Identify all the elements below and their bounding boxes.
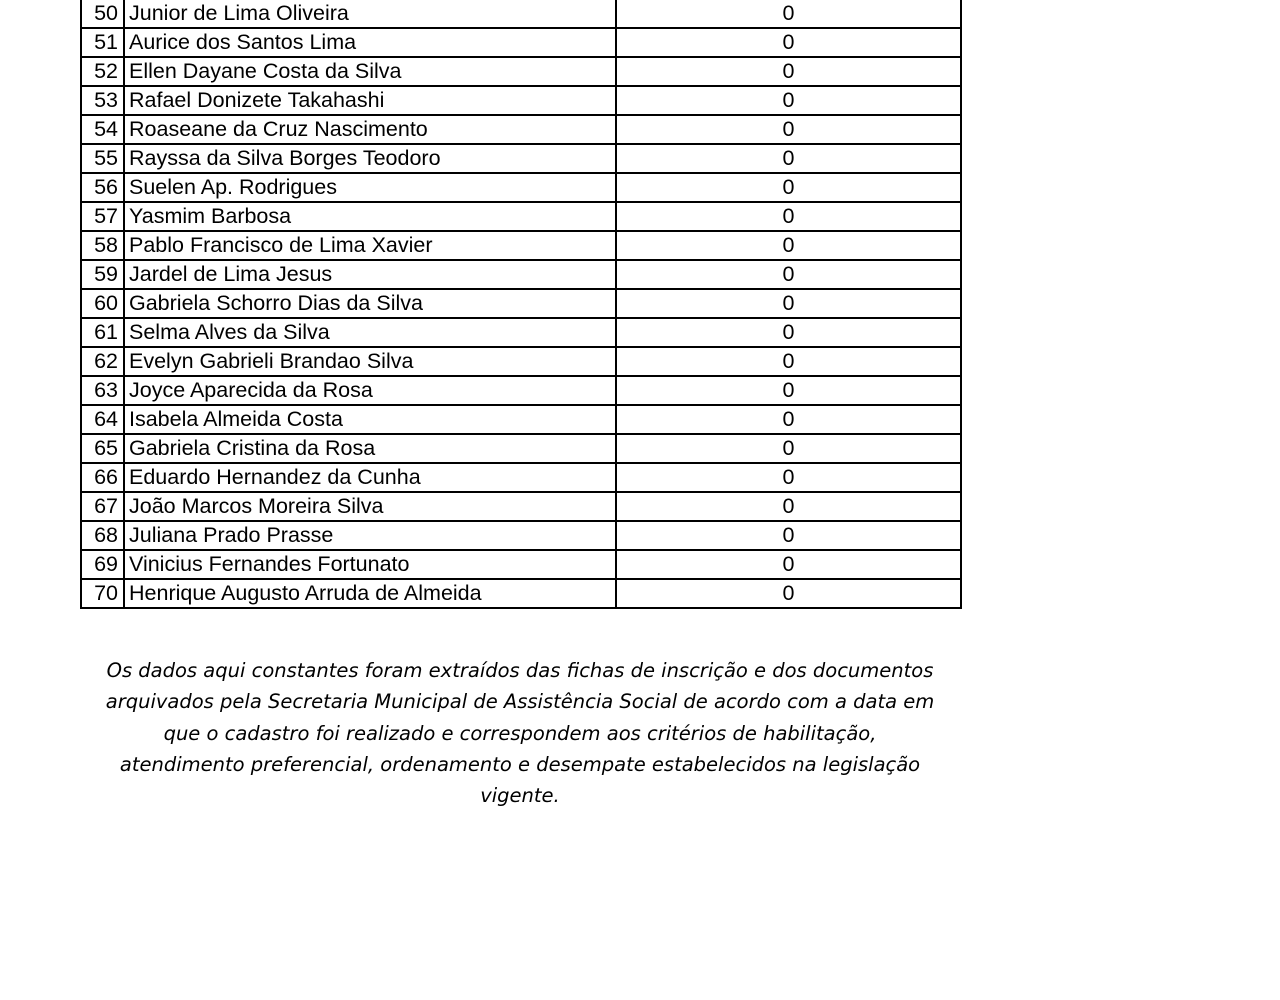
candidate-score: 0 bbox=[616, 463, 961, 492]
table-row bbox=[81, 86, 961, 115]
ranking-table-body bbox=[81, 0, 961, 608]
candidate-name: Jardel de Lima Jesus bbox=[124, 260, 616, 289]
row-number: 60 bbox=[81, 289, 124, 318]
row-number: 54 bbox=[81, 115, 124, 144]
candidate-score: 0 bbox=[616, 434, 961, 463]
candidate-score: 0 bbox=[616, 0, 961, 28]
row-number: 58 bbox=[81, 231, 124, 260]
row-number: 64 bbox=[81, 405, 124, 434]
candidate-score: 0 bbox=[616, 492, 961, 521]
table-row bbox=[81, 28, 961, 57]
table-row bbox=[81, 492, 961, 521]
table-row bbox=[81, 521, 961, 550]
candidate-score: 0 bbox=[616, 28, 961, 57]
candidate-name: Suelen Ap. Rodrigues bbox=[124, 173, 616, 202]
row-number: 56 bbox=[81, 173, 124, 202]
candidate-score: 0 bbox=[616, 202, 961, 231]
candidate-name: João Marcos Moreira Silva bbox=[124, 492, 616, 521]
candidate-name: Isabela Almeida Costa bbox=[124, 405, 616, 434]
candidate-name: Junior de Lima Oliveira bbox=[124, 0, 616, 28]
candidate-score: 0 bbox=[616, 57, 961, 86]
table-row bbox=[81, 202, 961, 231]
table-row bbox=[81, 289, 961, 318]
candidate-name: Evelyn Gabrieli Brandao Silva bbox=[124, 347, 616, 376]
candidate-name: Rafael Donizete Takahashi bbox=[124, 86, 616, 115]
footnote bbox=[80, 655, 960, 811]
candidate-name: Gabriela Cristina da Rosa bbox=[124, 434, 616, 463]
candidate-score: 0 bbox=[616, 347, 961, 376]
row-number: 59 bbox=[81, 260, 124, 289]
candidate-name: Juliana Prado Prasse bbox=[124, 521, 616, 550]
footnote-line: vigente. bbox=[480, 784, 560, 808]
candidate-name: Roaseane da Cruz Nascimento bbox=[124, 115, 616, 144]
table-row bbox=[81, 579, 961, 608]
row-number: 65 bbox=[81, 434, 124, 463]
table-row bbox=[81, 260, 961, 289]
table-row bbox=[81, 347, 961, 376]
candidate-score: 0 bbox=[616, 144, 961, 173]
candidate-name: Gabriela Schorro Dias da Silva bbox=[124, 289, 616, 318]
candidate-name: Aurice dos Santos Lima bbox=[124, 28, 616, 57]
candidate-name: Ellen Dayane Costa da Silva bbox=[124, 57, 616, 86]
candidate-name: Selma Alves da Silva bbox=[124, 318, 616, 347]
row-number: 62 bbox=[81, 347, 124, 376]
ranking-table-wrapper bbox=[80, 0, 960, 609]
row-number: 68 bbox=[81, 521, 124, 550]
row-number: 66 bbox=[81, 463, 124, 492]
table-row bbox=[81, 405, 961, 434]
candidate-score: 0 bbox=[616, 289, 961, 318]
candidate-score: 0 bbox=[616, 115, 961, 144]
candidate-score: 0 bbox=[616, 521, 961, 550]
table-row bbox=[81, 115, 961, 144]
candidate-name: Eduardo Hernandez da Cunha bbox=[124, 463, 616, 492]
candidate-score: 0 bbox=[616, 260, 961, 289]
table-row bbox=[81, 144, 961, 173]
candidate-name: Yasmim Barbosa bbox=[124, 202, 616, 231]
table-row bbox=[81, 463, 961, 492]
candidate-name: Vinicius Fernandes Fortunato bbox=[124, 550, 616, 579]
table-row bbox=[81, 434, 961, 463]
table-row bbox=[81, 0, 961, 28]
candidate-name: Rayssa da Silva Borges Teodoro bbox=[124, 144, 616, 173]
ranking-table bbox=[80, 0, 962, 609]
row-number: 57 bbox=[81, 202, 124, 231]
row-number: 61 bbox=[81, 318, 124, 347]
candidate-score: 0 bbox=[616, 173, 961, 202]
table-row bbox=[81, 57, 961, 86]
candidate-score: 0 bbox=[616, 318, 961, 347]
candidate-score: 0 bbox=[616, 86, 961, 115]
table-row bbox=[81, 376, 961, 405]
candidate-score: 0 bbox=[616, 231, 961, 260]
table-row bbox=[81, 231, 961, 260]
row-number: 50 bbox=[81, 0, 124, 28]
candidate-score: 0 bbox=[616, 579, 961, 608]
candidate-name: Joyce Aparecida da Rosa bbox=[124, 376, 616, 405]
row-number: 69 bbox=[81, 550, 124, 579]
candidate-name: Henrique Augusto Arruda de Almeida bbox=[124, 579, 616, 608]
table-row bbox=[81, 550, 961, 579]
table-row bbox=[81, 173, 961, 202]
row-number: 70 bbox=[81, 579, 124, 608]
candidate-score: 0 bbox=[616, 550, 961, 579]
candidate-score: 0 bbox=[616, 376, 961, 405]
footnote-line: arquivados pela Secretaria Municipal de Assistência Social de acordo com a data em bbox=[105, 690, 935, 714]
row-number: 67 bbox=[81, 492, 124, 521]
candidate-score: 0 bbox=[616, 405, 961, 434]
row-number: 55 bbox=[81, 144, 124, 173]
candidate-name: Pablo Francisco de Lima Xavier bbox=[124, 231, 616, 260]
row-number: 52 bbox=[81, 57, 124, 86]
footnote-line: atendimento preferencial, ordenamento e desempate estabelecidos na legislação bbox=[119, 752, 921, 776]
table-row bbox=[81, 318, 961, 347]
row-number: 63 bbox=[81, 376, 124, 405]
row-number: 53 bbox=[81, 86, 124, 115]
footnote-line: Os dados aqui constantes foram extraídos das fichas de inscrição e dos documentos bbox=[106, 659, 934, 682]
footnote-line: que o cadastro foi realizado e correspondem aos critérios de habilitação, bbox=[163, 721, 877, 745]
row-number: 51 bbox=[81, 28, 124, 57]
